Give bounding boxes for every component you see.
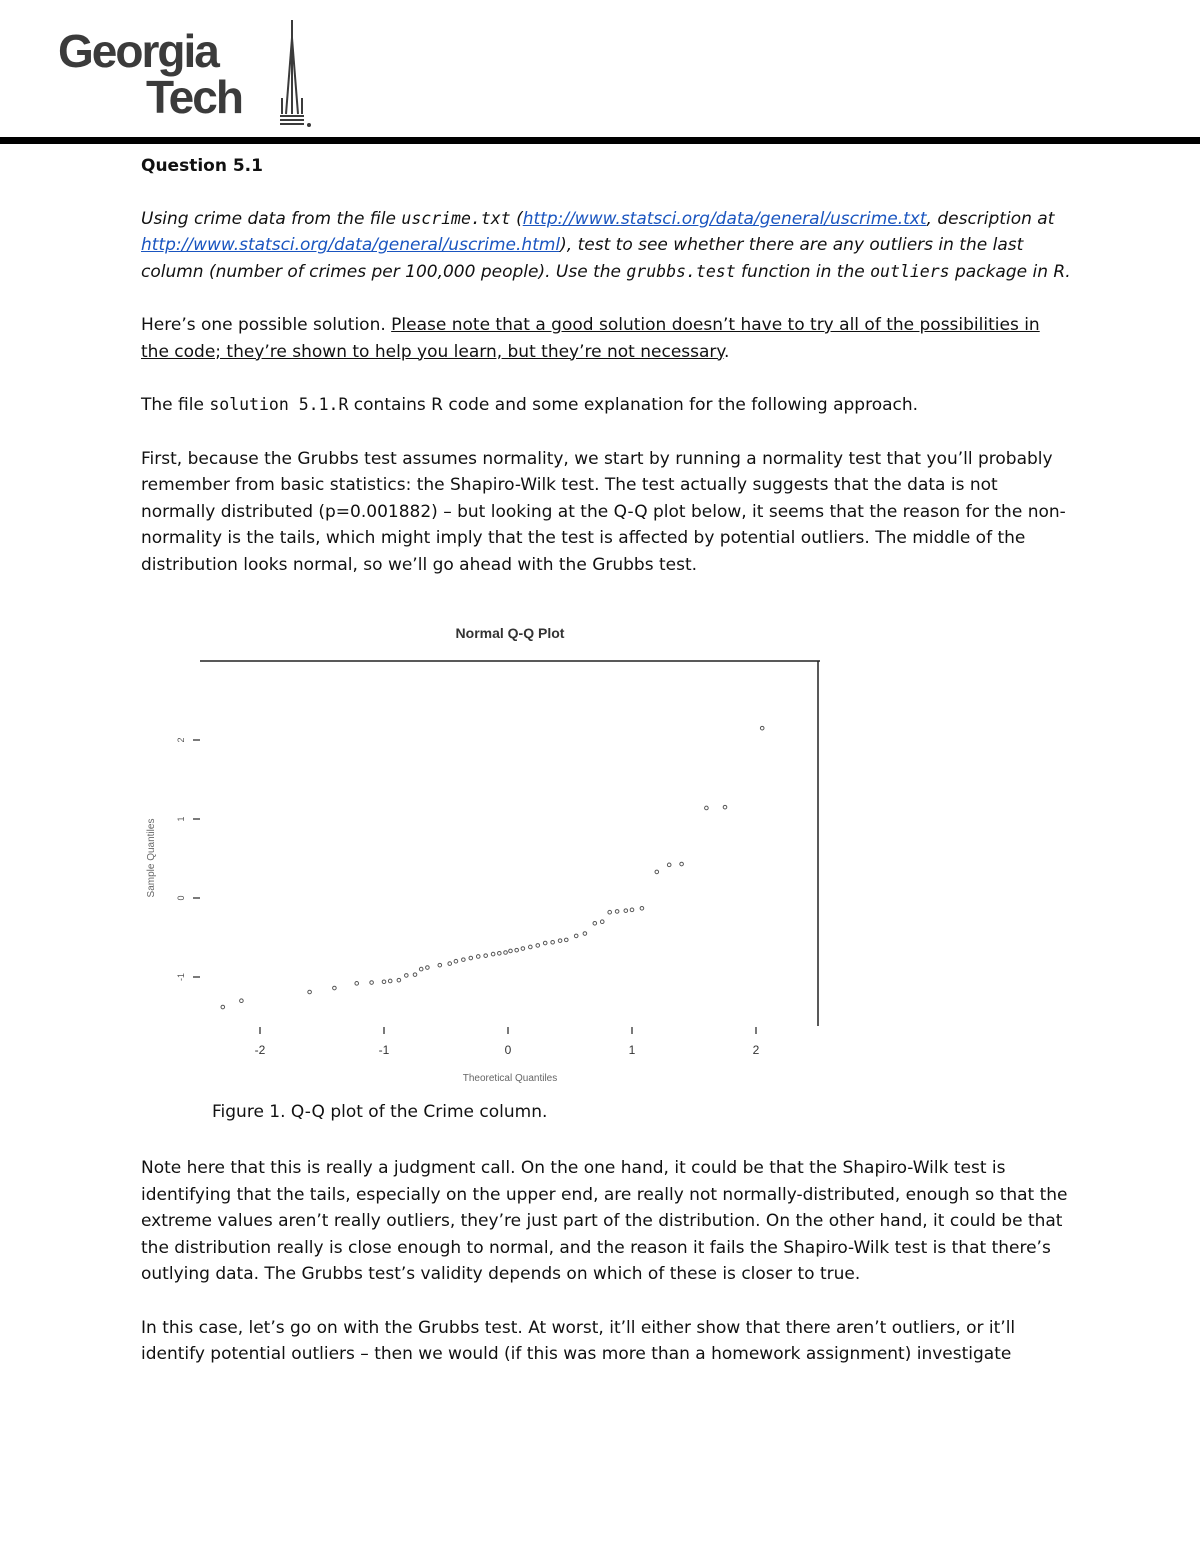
data-point <box>240 999 244 1003</box>
qq-plot-chart <box>140 618 840 1093</box>
data-point <box>723 805 727 809</box>
data-point <box>640 906 644 910</box>
y-axis-label: Sample Quantiles <box>146 818 157 898</box>
file-paragraph: The file solution 5.1.R contains R code and some explanation for the following approach. <box>141 395 919 415</box>
data-point <box>413 973 417 977</box>
data-point <box>515 948 519 952</box>
header-rule <box>0 137 1200 144</box>
data-point <box>397 978 401 982</box>
data-point <box>667 863 671 867</box>
uscrime-description-link[interactable]: http://www.statsci.org/data/general/uscrime.html <box>141 235 561 255</box>
uscrime-data-link[interactable]: http://www.statsci.org/data/general/uscrime.txt <box>522 208 927 229</box>
data-point <box>624 909 628 913</box>
data-point <box>498 952 502 956</box>
data-point <box>529 945 533 949</box>
data-point <box>600 920 604 924</box>
data-point <box>760 726 764 730</box>
data-point <box>419 967 423 971</box>
figure-caption: Figure 1. Q-Q plot of the Crime column. <box>212 1102 548 1122</box>
data-point <box>469 956 473 960</box>
data-point <box>484 954 488 958</box>
judgment-paragraph: Note here that this is really a judgment call. On the one hand, it could be that the Shapiro-Wilk test is identifying that the tails, especially on the upper end, are really not normally-distributed, enough so that the extreme values aren’t really outliers, they’re just part of the distribution. On the other hand, it could be that the distribution really is close enough to normal, and the reason it fails the Shapiro-Wilk test is that there’s outlying data. The Grubbs test’s validity depends on which of these is closer to true. <box>141 1158 1068 1284</box>
data-point <box>382 980 386 984</box>
data-point <box>333 986 337 990</box>
question-prompt: Using crime data from the file uscrime.txt (http://www.statsci.org/data/general/uscrime.txt, description at http://www.statsci.org/data/general/uscrime.html), test to see whether there are any outliers in the last column (number of crimes per 100,000 people). Use the grubbs.test function in the outliers package in R. <box>141 208 1071 282</box>
data-point <box>221 1005 225 1009</box>
solution-intro: Here’s one possible solution. Please note that a good solution doesn’t have to try all of the possibilities in the code; they’re shown to help you learn, but they’re not necessary. <box>141 315 1040 362</box>
filename-code: uscrime.txt <box>401 208 511 228</box>
data-point <box>521 947 525 951</box>
normality-paragraph: First, because the Grubbs test assumes normality, we start by running a normality test that you’ll probably remember from basic statistics: the Shapiro-Wilk test. The test actually suggests that the data is not normally distributed (p=0.001882) – but looking at the Q-Q plot below, it seems that the reason for the non-normality is the tails, which might imply that the test is affected by potential outliers. The middle of the distribution looks normal, so we’ll go ahead with the Grubbs test. <box>141 448 1066 575</box>
data-point <box>536 944 540 948</box>
data-point <box>476 955 480 959</box>
data-point <box>462 958 466 962</box>
data-point <box>448 962 452 966</box>
data-point <box>491 952 495 956</box>
x-tick-label: -1 <box>378 1043 390 1057</box>
y-tick-label: 1 <box>176 816 186 822</box>
data-point <box>509 949 513 953</box>
data-point <box>630 908 634 912</box>
tech-tower-icon <box>276 18 324 130</box>
data-point <box>388 979 392 983</box>
data-point <box>504 951 508 955</box>
data-point <box>438 963 442 967</box>
data-point <box>680 862 684 866</box>
package-code: outliers <box>870 261 950 281</box>
x-tick-label: -2 <box>254 1043 266 1057</box>
x-tick-label: 0 <box>504 1043 512 1057</box>
chart-title: Normal Q-Q Plot <box>455 625 565 641</box>
data-point <box>564 938 568 942</box>
data-point <box>593 921 597 925</box>
x-axis-label: Theoretical Quantiles <box>462 1073 558 1084</box>
document-body-continued <box>141 1155 1071 1395</box>
data-point <box>454 959 458 963</box>
georgia-tech-logo <box>58 18 328 133</box>
data-point <box>583 932 587 936</box>
y-tick-label: -1 <box>176 972 186 982</box>
solution-note: Please note that a good solution doesn’t have to try all of the possibilities in the code; they’re shown to help you learn, but they’re not necessary <box>141 315 1040 362</box>
y-tick-label: 0 <box>176 895 186 901</box>
page-header <box>0 0 1200 150</box>
function-code: grubbs.test <box>626 261 736 281</box>
question-title: Question 5.1 <box>141 156 263 176</box>
data-point <box>543 941 547 945</box>
x-tick-label: 2 <box>752 1043 760 1057</box>
data-point <box>558 939 562 943</box>
document-body <box>141 153 1071 605</box>
data-point <box>308 990 312 994</box>
logo-line-1: Georgia <box>58 25 218 77</box>
y-tick-label: 2 <box>176 737 186 743</box>
logo-line-2: Tech <box>146 71 242 123</box>
x-tick-label: 1 <box>628 1043 636 1057</box>
data-point <box>655 870 659 874</box>
grubbs-paragraph: In this case, let’s go on with the Grubbs test. At worst, it’ll either show that there aren’t outliers, or it’ll identify potential outliers – then we would (if this was more than a homework assignment) investigate <box>141 1317 1016 1364</box>
data-point <box>705 806 709 810</box>
qq-plot-figure <box>140 618 840 1093</box>
data-point <box>355 982 359 986</box>
data-point <box>426 966 430 970</box>
data-point <box>615 910 619 914</box>
solution-file-code: solution 5.1.R <box>209 395 349 414</box>
data-point <box>608 910 612 914</box>
data-point <box>370 981 374 985</box>
data-point <box>551 940 555 944</box>
data-point <box>574 934 578 938</box>
data-point <box>405 974 409 978</box>
